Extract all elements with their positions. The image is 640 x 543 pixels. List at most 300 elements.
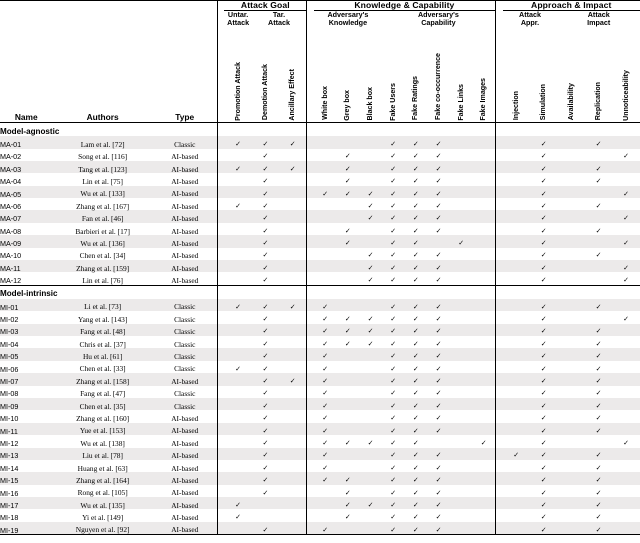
cell-promotion-attack [224, 186, 251, 198]
cell-fake-ratings: ✓ [405, 186, 428, 198]
cell-injection [503, 324, 530, 336]
cell-white-box: ✓ [314, 423, 337, 435]
divider-3 [495, 497, 502, 509]
cell-promotion-attack [224, 336, 251, 348]
cell-white-box: ✓ [314, 186, 337, 198]
cell-white-box: ✓ [314, 522, 337, 535]
cell-promotion-attack: ✓ [224, 161, 251, 173]
vhdr-promotion-attack: Promotion Attack [233, 61, 242, 121]
cell-grey-box: ✓ [344, 438, 351, 447]
cell-demotion-attack: ✓ [252, 423, 279, 435]
cell-fake-images [473, 299, 496, 311]
cell-injection [503, 235, 530, 247]
row-name: MA-05 [0, 186, 53, 198]
cell-fake-images [473, 272, 496, 285]
cell-promotion-attack [224, 423, 251, 435]
divider-2 [307, 136, 314, 148]
cell-fake-images [473, 198, 496, 210]
cell-ancillary-effect [279, 348, 306, 360]
row-authors: Wu et al. [138] [80, 438, 125, 448]
cell-black-box [359, 386, 382, 398]
cell-white-box [314, 260, 337, 272]
cell-grey-box: ✓ [337, 161, 360, 173]
cell-fake-users: ✓ [390, 488, 397, 497]
divider-3 [495, 198, 502, 210]
cell-fake-co-occurrence: ✓ [427, 299, 450, 311]
cell-promotion-attack [224, 448, 251, 460]
cell-promotion-attack [224, 210, 251, 222]
cell-injection [503, 485, 530, 497]
vhdr-unnoticeability: Unnoticeability [621, 69, 630, 121]
cell-demotion-attack: ✓ [252, 136, 279, 148]
table-row [0, 223, 640, 235]
row-authors: Wu et al. [135] [53, 497, 153, 509]
cell-availability [557, 485, 584, 497]
cell-ancillary-effect: ✓ [279, 136, 306, 148]
divider-2 [307, 299, 314, 311]
divider-1 [217, 410, 224, 422]
cell-black-box [359, 348, 382, 360]
cell-fake-co-occurrence: ✓ [435, 315, 442, 324]
cell-fake-images [473, 248, 496, 260]
cell-promotion-attack [224, 472, 251, 484]
cell-fake-images [473, 235, 496, 247]
cell-fake-ratings: ✓ [405, 161, 428, 173]
divider-1 [217, 248, 224, 260]
cell-simulation: ✓ [540, 389, 547, 398]
divider-1 [217, 299, 224, 311]
cell-promotion-attack [224, 223, 251, 235]
cell-white-box: ✓ [314, 373, 337, 385]
cell-injection [503, 161, 530, 173]
cell-fake-links [450, 336, 473, 348]
divider-2 [307, 423, 314, 435]
cell-grey-box [337, 522, 360, 535]
cell-fake-users: ✓ [382, 497, 405, 509]
cell-fake-users: ✓ [390, 364, 397, 373]
cell-black-box: ✓ [359, 260, 382, 272]
row-authors: Hu et al. [61] [53, 348, 153, 360]
cell-unnoticeability [612, 198, 640, 210]
cell-replication: ✓ [595, 201, 602, 210]
cell-simulation: ✓ [540, 438, 547, 447]
section-spacer-impact [503, 285, 640, 299]
row-name: MA-12 [0, 276, 22, 286]
cell-replication: ✓ [595, 513, 602, 522]
section-spacer-knowledge [314, 123, 495, 137]
cell-fake-co-occurrence: ✓ [427, 210, 450, 222]
cell-ancillary-effect [279, 448, 306, 460]
cell-grey-box: ✓ [344, 226, 351, 235]
cell-fake-images [473, 223, 496, 235]
cell-fake-co-occurrence: ✓ [427, 497, 450, 509]
cell-black-box [359, 373, 382, 385]
cell-unnoticeability [612, 248, 640, 260]
cell-fake-images [473, 448, 496, 460]
row-authors: Chen et al. [34] [79, 251, 126, 261]
cell-promotion-attack [224, 460, 251, 472]
cell-replication: ✓ [585, 348, 612, 360]
cell-fake-images [473, 398, 496, 410]
cell-white-box [314, 149, 337, 161]
row-authors: Yue et al. [153] [53, 423, 153, 435]
table-row [0, 173, 640, 185]
cell-fake-users: ✓ [390, 201, 397, 210]
row-type: AI-based [153, 497, 217, 509]
cell-black-box [359, 223, 382, 235]
cell-white-box [314, 272, 337, 285]
cell-grey-box [337, 136, 360, 148]
cell-fake-images [473, 324, 496, 336]
cell-replication: ✓ [585, 497, 612, 509]
cell-fake-images [473, 186, 496, 198]
cell-promotion-attack [224, 149, 251, 161]
cell-simulation: ✓ [540, 414, 547, 423]
table-row [0, 410, 640, 422]
row-name: MI-02 [0, 315, 19, 325]
cell-fake-co-occurrence: ✓ [435, 276, 442, 285]
cell-fake-ratings: ✓ [405, 448, 428, 460]
cell-promotion-attack [224, 173, 251, 185]
cell-simulation: ✓ [530, 210, 557, 222]
cell-replication: ✓ [595, 226, 602, 235]
cell-fake-users: ✓ [382, 373, 405, 385]
cell-simulation: ✓ [530, 472, 557, 484]
cell-fake-links [450, 398, 473, 410]
cell-fake-co-occurrence: ✓ [435, 414, 442, 423]
cell-fake-ratings: ✓ [405, 398, 428, 410]
cell-ancillary-effect [279, 361, 306, 373]
row-name: MI-17 [0, 497, 53, 509]
cell-black-box [359, 460, 382, 472]
cell-injection [503, 497, 530, 509]
row-authors: Wu et al. [133] [53, 186, 153, 198]
cell-availability [557, 223, 584, 235]
cell-fake-co-occurrence: ✓ [435, 513, 442, 522]
cell-white-box: ✓ [314, 324, 337, 336]
cell-replication: ✓ [585, 423, 612, 435]
divider-3 [495, 509, 502, 521]
divider-1 [217, 386, 224, 398]
cell-grey-box [337, 260, 360, 272]
divider-1 [217, 173, 224, 185]
cell-demotion-attack: ✓ [262, 152, 269, 161]
row-name: MA-02 [0, 152, 22, 162]
cell-availability [557, 311, 584, 323]
divider-1 [217, 285, 224, 299]
row-type: AI-based [153, 186, 217, 198]
cell-unnoticeability [612, 299, 640, 311]
section-spacer-goal [224, 123, 306, 137]
cell-ancillary-effect [279, 173, 306, 185]
cell-replication: ✓ [595, 177, 602, 186]
table-row [0, 248, 640, 260]
divider-1 [217, 361, 224, 373]
cell-replication: ✓ [585, 324, 612, 336]
table-row [0, 299, 640, 311]
cell-replication [585, 235, 612, 247]
cell-fake-ratings: ✓ [405, 423, 428, 435]
cell-grey-box: ✓ [344, 315, 351, 324]
cell-fake-co-occurrence [427, 435, 450, 447]
cell-injection [503, 210, 530, 222]
section-title: Model-agnostic [0, 126, 60, 136]
divider-3 [495, 423, 502, 435]
cell-availability [557, 136, 584, 148]
cell-fake-users: ✓ [382, 398, 405, 410]
table-row [0, 386, 640, 398]
cell-replication [585, 186, 612, 198]
cell-white-box: ✓ [322, 414, 329, 423]
table-row [0, 161, 640, 173]
cell-fake-ratings: ✓ [412, 414, 419, 423]
cell-demotion-attack: ✓ [262, 463, 269, 472]
cell-fake-images [473, 173, 496, 185]
cell-fake-links [450, 173, 473, 185]
cell-availability [557, 248, 584, 260]
cell-unnoticeability [612, 497, 640, 509]
cell-fake-co-occurrence: ✓ [435, 177, 442, 186]
cell-fake-links [450, 149, 473, 161]
cell-fake-co-occurrence: ✓ [427, 260, 450, 272]
row-name: MI-08 [0, 389, 19, 399]
row-type: AI-based [171, 276, 199, 286]
cell-white-box: ✓ [322, 339, 329, 348]
row-authors: Chen et al. [35] [53, 398, 153, 410]
cell-injection [503, 198, 530, 210]
row-type: AI-based [153, 210, 217, 222]
row-name: MI-16 [0, 488, 19, 498]
cell-fake-images [473, 260, 496, 272]
row-type: AI-based [153, 260, 217, 272]
cell-promotion-attack [224, 373, 251, 385]
divider-2 [307, 149, 314, 161]
cell-black-box: ✓ [367, 276, 374, 285]
cell-unnoticeability: ✓ [612, 260, 640, 272]
cell-promotion-attack [224, 248, 251, 260]
cell-replication: ✓ [585, 136, 612, 148]
cell-promotion-attack: ✓ [224, 497, 251, 509]
row-name: MI-11 [0, 423, 53, 435]
vhdr-demotion-attack: Demotion Attack [261, 64, 270, 121]
cell-demotion-attack: ✓ [252, 299, 279, 311]
cell-fake-users: ✓ [390, 389, 397, 398]
row-authors: Zhang et al. [164] [53, 472, 153, 484]
cell-replication: ✓ [595, 463, 602, 472]
cell-grey-box [337, 460, 360, 472]
cell-unnoticeability [612, 460, 640, 472]
cell-black-box [359, 299, 382, 311]
cell-ancillary-effect: ✓ [279, 373, 306, 385]
cell-fake-co-occurrence: ✓ [435, 226, 442, 235]
cell-simulation: ✓ [540, 152, 547, 161]
cell-fake-users: ✓ [382, 136, 405, 148]
cell-demotion-attack: ✓ [262, 276, 269, 285]
row-authors: Tang et al. [123] [53, 161, 153, 173]
cell-fake-co-occurrence: ✓ [427, 186, 450, 198]
cell-grey-box [337, 398, 360, 410]
cell-simulation: ✓ [540, 315, 547, 324]
divider-2 [307, 497, 314, 509]
cell-fake-users: ✓ [382, 448, 405, 460]
table-row [0, 260, 640, 272]
divider-1 [217, 149, 224, 161]
row-name: MI-01 [0, 299, 53, 311]
cell-white-box: ✓ [314, 472, 337, 484]
divider-2 [307, 260, 314, 272]
row-name: MA-10 [0, 251, 22, 261]
cell-ancillary-effect [279, 248, 306, 260]
col-header-name: Name [14, 112, 38, 123]
row-type: Classic [153, 136, 217, 148]
cell-black-box [359, 423, 382, 435]
cell-fake-co-occurrence: ✓ [427, 324, 450, 336]
cell-replication: ✓ [595, 339, 602, 348]
cell-simulation: ✓ [530, 161, 557, 173]
cell-fake-links [450, 260, 473, 272]
table-row [0, 149, 640, 161]
cell-fake-co-occurrence: ✓ [435, 201, 442, 210]
vhdr-fake-links: Fake Links [456, 83, 465, 121]
cell-simulation: ✓ [540, 276, 547, 285]
cell-grey-box: ✓ [344, 177, 351, 186]
cell-fake-links [450, 448, 473, 460]
cell-availability [557, 361, 584, 373]
divider-1 [217, 235, 224, 247]
row-type: Classic [174, 339, 196, 349]
vhdr-grey-box: Grey box [343, 89, 352, 121]
cell-ancillary-effect: ✓ [279, 161, 306, 173]
row-name: MI-18 [0, 513, 19, 523]
cell-availability [557, 497, 584, 509]
cell-simulation: ✓ [530, 423, 557, 435]
divider-2 [307, 460, 314, 472]
row-type: AI-based [153, 423, 217, 435]
table-row [0, 435, 640, 447]
cell-replication: ✓ [595, 251, 602, 260]
cell-white-box [314, 509, 337, 521]
cell-fake-links [450, 410, 473, 422]
cell-replication [585, 311, 612, 323]
cell-unnoticeability: ✓ [623, 276, 630, 285]
cell-white-box [314, 223, 337, 235]
cell-replication: ✓ [585, 398, 612, 410]
cell-injection [503, 186, 530, 198]
cell-fake-links [450, 324, 473, 336]
cell-fake-links [450, 210, 473, 222]
cell-fake-links [450, 311, 473, 323]
cell-fake-co-occurrence: ✓ [435, 152, 442, 161]
cell-injection [503, 223, 530, 235]
cell-white-box [314, 136, 337, 148]
cell-unnoticeability: ✓ [623, 152, 630, 161]
cell-replication [585, 272, 612, 285]
cell-unnoticeability [612, 348, 640, 360]
cell-unnoticeability: ✓ [623, 315, 630, 324]
table-body [0, 123, 640, 535]
cell-fake-users: ✓ [382, 210, 405, 222]
table-row [0, 373, 640, 385]
cell-simulation: ✓ [540, 364, 547, 373]
cell-fake-images [473, 136, 496, 148]
row-type: AI-based [171, 488, 199, 498]
divider-2 [307, 373, 314, 385]
divider-1 [217, 210, 224, 222]
divider-2 [307, 272, 314, 285]
row-type: AI-based [153, 235, 217, 247]
cell-fake-images [473, 410, 496, 422]
cell-fake-users: ✓ [390, 513, 397, 522]
col-header-type: Type [175, 112, 195, 123]
subheader-adversary-knowledge: Adversary's Knowledge [327, 10, 369, 27]
divider-3 [495, 1, 502, 123]
divider-2 [307, 336, 314, 348]
row-authors: Yi et al. [149] [82, 513, 124, 523]
cell-replication: ✓ [585, 472, 612, 484]
col-header-authors: Authors [86, 112, 119, 123]
divider-3 [495, 248, 502, 260]
vhdr-fake-images: Fake Images [479, 77, 488, 121]
cell-simulation: ✓ [530, 136, 557, 148]
cell-demotion-attack: ✓ [252, 373, 279, 385]
cell-grey-box [337, 410, 360, 422]
cell-fake-users: ✓ [390, 463, 397, 472]
subheader-untargeted-attack: Untar. Attack [227, 10, 250, 27]
cell-injection: ✓ [503, 448, 530, 460]
divider-3 [495, 435, 502, 447]
cell-ancillary-effect [279, 497, 306, 509]
cell-fake-users: ✓ [390, 315, 397, 324]
cell-fake-users: ✓ [390, 414, 397, 423]
cell-availability [557, 210, 584, 222]
cell-fake-co-occurrence [427, 235, 450, 247]
divider-1 [217, 272, 224, 285]
cell-fake-users: ✓ [382, 161, 405, 173]
cell-injection [503, 398, 530, 410]
cell-fake-co-occurrence: ✓ [427, 373, 450, 385]
row-name: MI-07 [0, 373, 53, 385]
row-type: AI-based [153, 448, 217, 460]
cell-black-box [359, 161, 382, 173]
row-name: MI-14 [0, 463, 19, 473]
divider-2 [307, 123, 314, 137]
cell-simulation: ✓ [530, 186, 557, 198]
vhdr-fake-ratings: Fake Ratings [411, 76, 420, 121]
cell-fake-co-occurrence: ✓ [427, 161, 450, 173]
cell-demotion-attack: ✓ [252, 235, 279, 247]
row-type: AI-based [171, 413, 199, 423]
cell-fake-co-occurrence: ✓ [435, 463, 442, 472]
cell-promotion-attack: ✓ [235, 513, 242, 522]
cell-grey-box: ✓ [337, 235, 360, 247]
cell-demotion-attack: ✓ [262, 438, 269, 447]
section-spacer-knowledge [314, 285, 495, 299]
cell-grey-box [337, 373, 360, 385]
cell-demotion-attack: ✓ [262, 364, 269, 373]
row-type: AI-based [171, 176, 199, 186]
cell-white-box [314, 198, 337, 210]
cell-fake-ratings: ✓ [412, 315, 419, 324]
divider-1 [217, 472, 224, 484]
cell-black-box [359, 136, 382, 148]
cell-fake-users: ✓ [390, 339, 397, 348]
row-authors: Zhang et al. [167] [76, 201, 130, 211]
cell-black-box: ✓ [367, 315, 374, 324]
cell-fake-co-occurrence: ✓ [435, 251, 442, 260]
cell-injection [503, 522, 530, 535]
cell-availability [557, 472, 584, 484]
cell-fake-links [450, 522, 473, 535]
